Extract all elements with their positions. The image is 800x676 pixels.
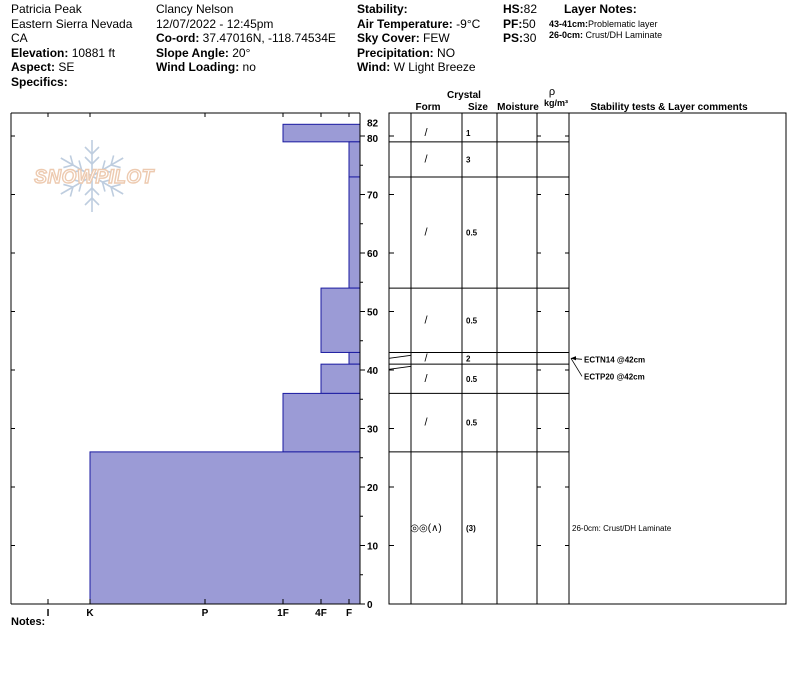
snowpilot-watermark <box>34 140 154 212</box>
test-depth-connector <box>389 366 411 369</box>
grain-form: / <box>424 153 428 166</box>
y-tick-label: 82 <box>367 118 379 130</box>
grain-size: 0.5 <box>466 316 478 326</box>
layer-note-range: 43-41cm: <box>549 19 589 29</box>
ps-value: 30 <box>523 31 537 45</box>
stability-test-label: ECTN14 @42cm <box>584 355 646 365</box>
y-tick-label: 70 <box>367 190 379 202</box>
coord-label: Co-ord: <box>156 31 200 45</box>
layer-note-text: Problematic layer <box>588 19 658 29</box>
aspect-value: SE <box>58 60 75 74</box>
grain-form: / <box>424 352 428 365</box>
aspect-label: Aspect: <box>11 60 56 74</box>
sky-value: FEW <box>423 31 450 45</box>
y-tick-label: 80 <box>367 134 379 145</box>
x-tick-label: I <box>46 608 50 619</box>
layer-comment: 26-0cm: Crust/DH Laminate <box>572 523 672 533</box>
slope-label: Slope Angle: <box>156 45 229 60</box>
location-name: Patricia Peak <box>11 2 82 16</box>
ps-label: PS: <box>503 31 524 45</box>
stability-test-pointer <box>571 358 582 376</box>
grain-form: / <box>424 372 428 385</box>
stability-test-label: ECTP20 @42cm <box>584 372 645 382</box>
hardness-bar <box>321 288 360 352</box>
hardness-bar <box>349 142 360 177</box>
layer-table-rows <box>389 127 672 534</box>
precip-value: NO <box>437 45 456 60</box>
layer-note-text: Crust/DH Laminate <box>585 30 663 40</box>
x-tick-label: P <box>201 608 209 619</box>
hs-value: 82 <box>523 2 538 16</box>
grain-form: ◎◎(∧) <box>410 522 442 534</box>
mountain-range: Eastern Sierra Nevada <box>11 16 133 31</box>
wind-loading-label: Wind Loading: <box>156 60 240 74</box>
watermark-text: SNOWPILOT <box>34 167 154 188</box>
hardness-bar <box>283 124 360 142</box>
hardness-bar <box>321 364 360 393</box>
grain-form: / <box>424 226 428 239</box>
slope-value: 20° <box>232 45 251 60</box>
y-tick-label: 40 <box>367 366 379 377</box>
hardness-bar <box>90 452 360 604</box>
precip-label: Precipitation: <box>357 45 434 60</box>
observer-name: Clancy Nelson <box>156 2 234 16</box>
y-tick-label: 30 <box>367 424 379 436</box>
grain-form: / <box>424 314 428 327</box>
state: CA <box>11 31 28 45</box>
form-header: Form <box>415 102 441 113</box>
y-tick-label: 0 <box>367 600 373 611</box>
y-tick-label: 50 <box>367 307 379 319</box>
specifics-label: Specifics: <box>11 74 68 89</box>
layer-note-range: 26-0cm: <box>549 30 584 40</box>
density-symbol: ρ <box>548 86 556 98</box>
grain-size: 1 <box>466 129 471 139</box>
test-depth-connector <box>389 355 411 358</box>
wind-loading-value: no <box>242 60 256 74</box>
wind-value: W Light Breeze <box>393 60 476 74</box>
observation-datetime: 12/07/2022 - 12:45pm <box>156 16 274 31</box>
crystal-header: Crystal <box>447 90 481 101</box>
y-tick-label: 20 <box>367 483 379 494</box>
hardness-profile <box>90 124 360 604</box>
hardness-bar <box>349 177 360 288</box>
grain-size: 0.5 <box>466 228 478 238</box>
grain-size: 0.5 <box>466 374 478 384</box>
sky-label: Sky Cover: <box>357 31 420 45</box>
air-temp-value: -9°C <box>456 16 481 31</box>
pf-label: PF: <box>503 16 523 31</box>
grain-size: (3) <box>466 523 476 533</box>
x-tick-label: K <box>86 608 94 619</box>
stability-label: Stability: <box>357 2 408 16</box>
y-tick-label: 60 <box>367 249 379 260</box>
hs-label: HS: <box>503 2 524 16</box>
size-header: Size <box>467 102 489 113</box>
x-tick-label: 4F <box>315 608 327 619</box>
notes-label: Notes: <box>11 616 46 628</box>
air-temp-label: Air Temperature: <box>357 16 453 31</box>
comments-header: Stability tests & Layer comments <box>590 102 748 113</box>
grain-size: 3 <box>466 155 471 165</box>
elevation-value: 10881 ft <box>71 45 116 60</box>
density-unit: kg/m³ <box>543 98 569 108</box>
grain-form: / <box>424 416 428 429</box>
layer-notes-title: Layer Notes: <box>564 2 637 16</box>
wind-label: Wind: <box>357 60 391 74</box>
grain-size: 2 <box>466 354 471 364</box>
hardness-bar <box>349 352 360 364</box>
moisture-header: Moisture <box>497 102 539 113</box>
coord-value: 37.47016N, -118.74534E <box>202 31 336 45</box>
grain-form: / <box>424 127 428 140</box>
pf-value: 50 <box>522 16 536 31</box>
y-tick-label: 10 <box>367 541 379 553</box>
grain-size: 0.5 <box>466 418 478 428</box>
x-tick-label: 1F <box>277 608 289 619</box>
x-tick-label: F <box>345 608 353 619</box>
hardness-bar <box>283 393 360 452</box>
elevation-label: Elevation: <box>11 45 69 60</box>
